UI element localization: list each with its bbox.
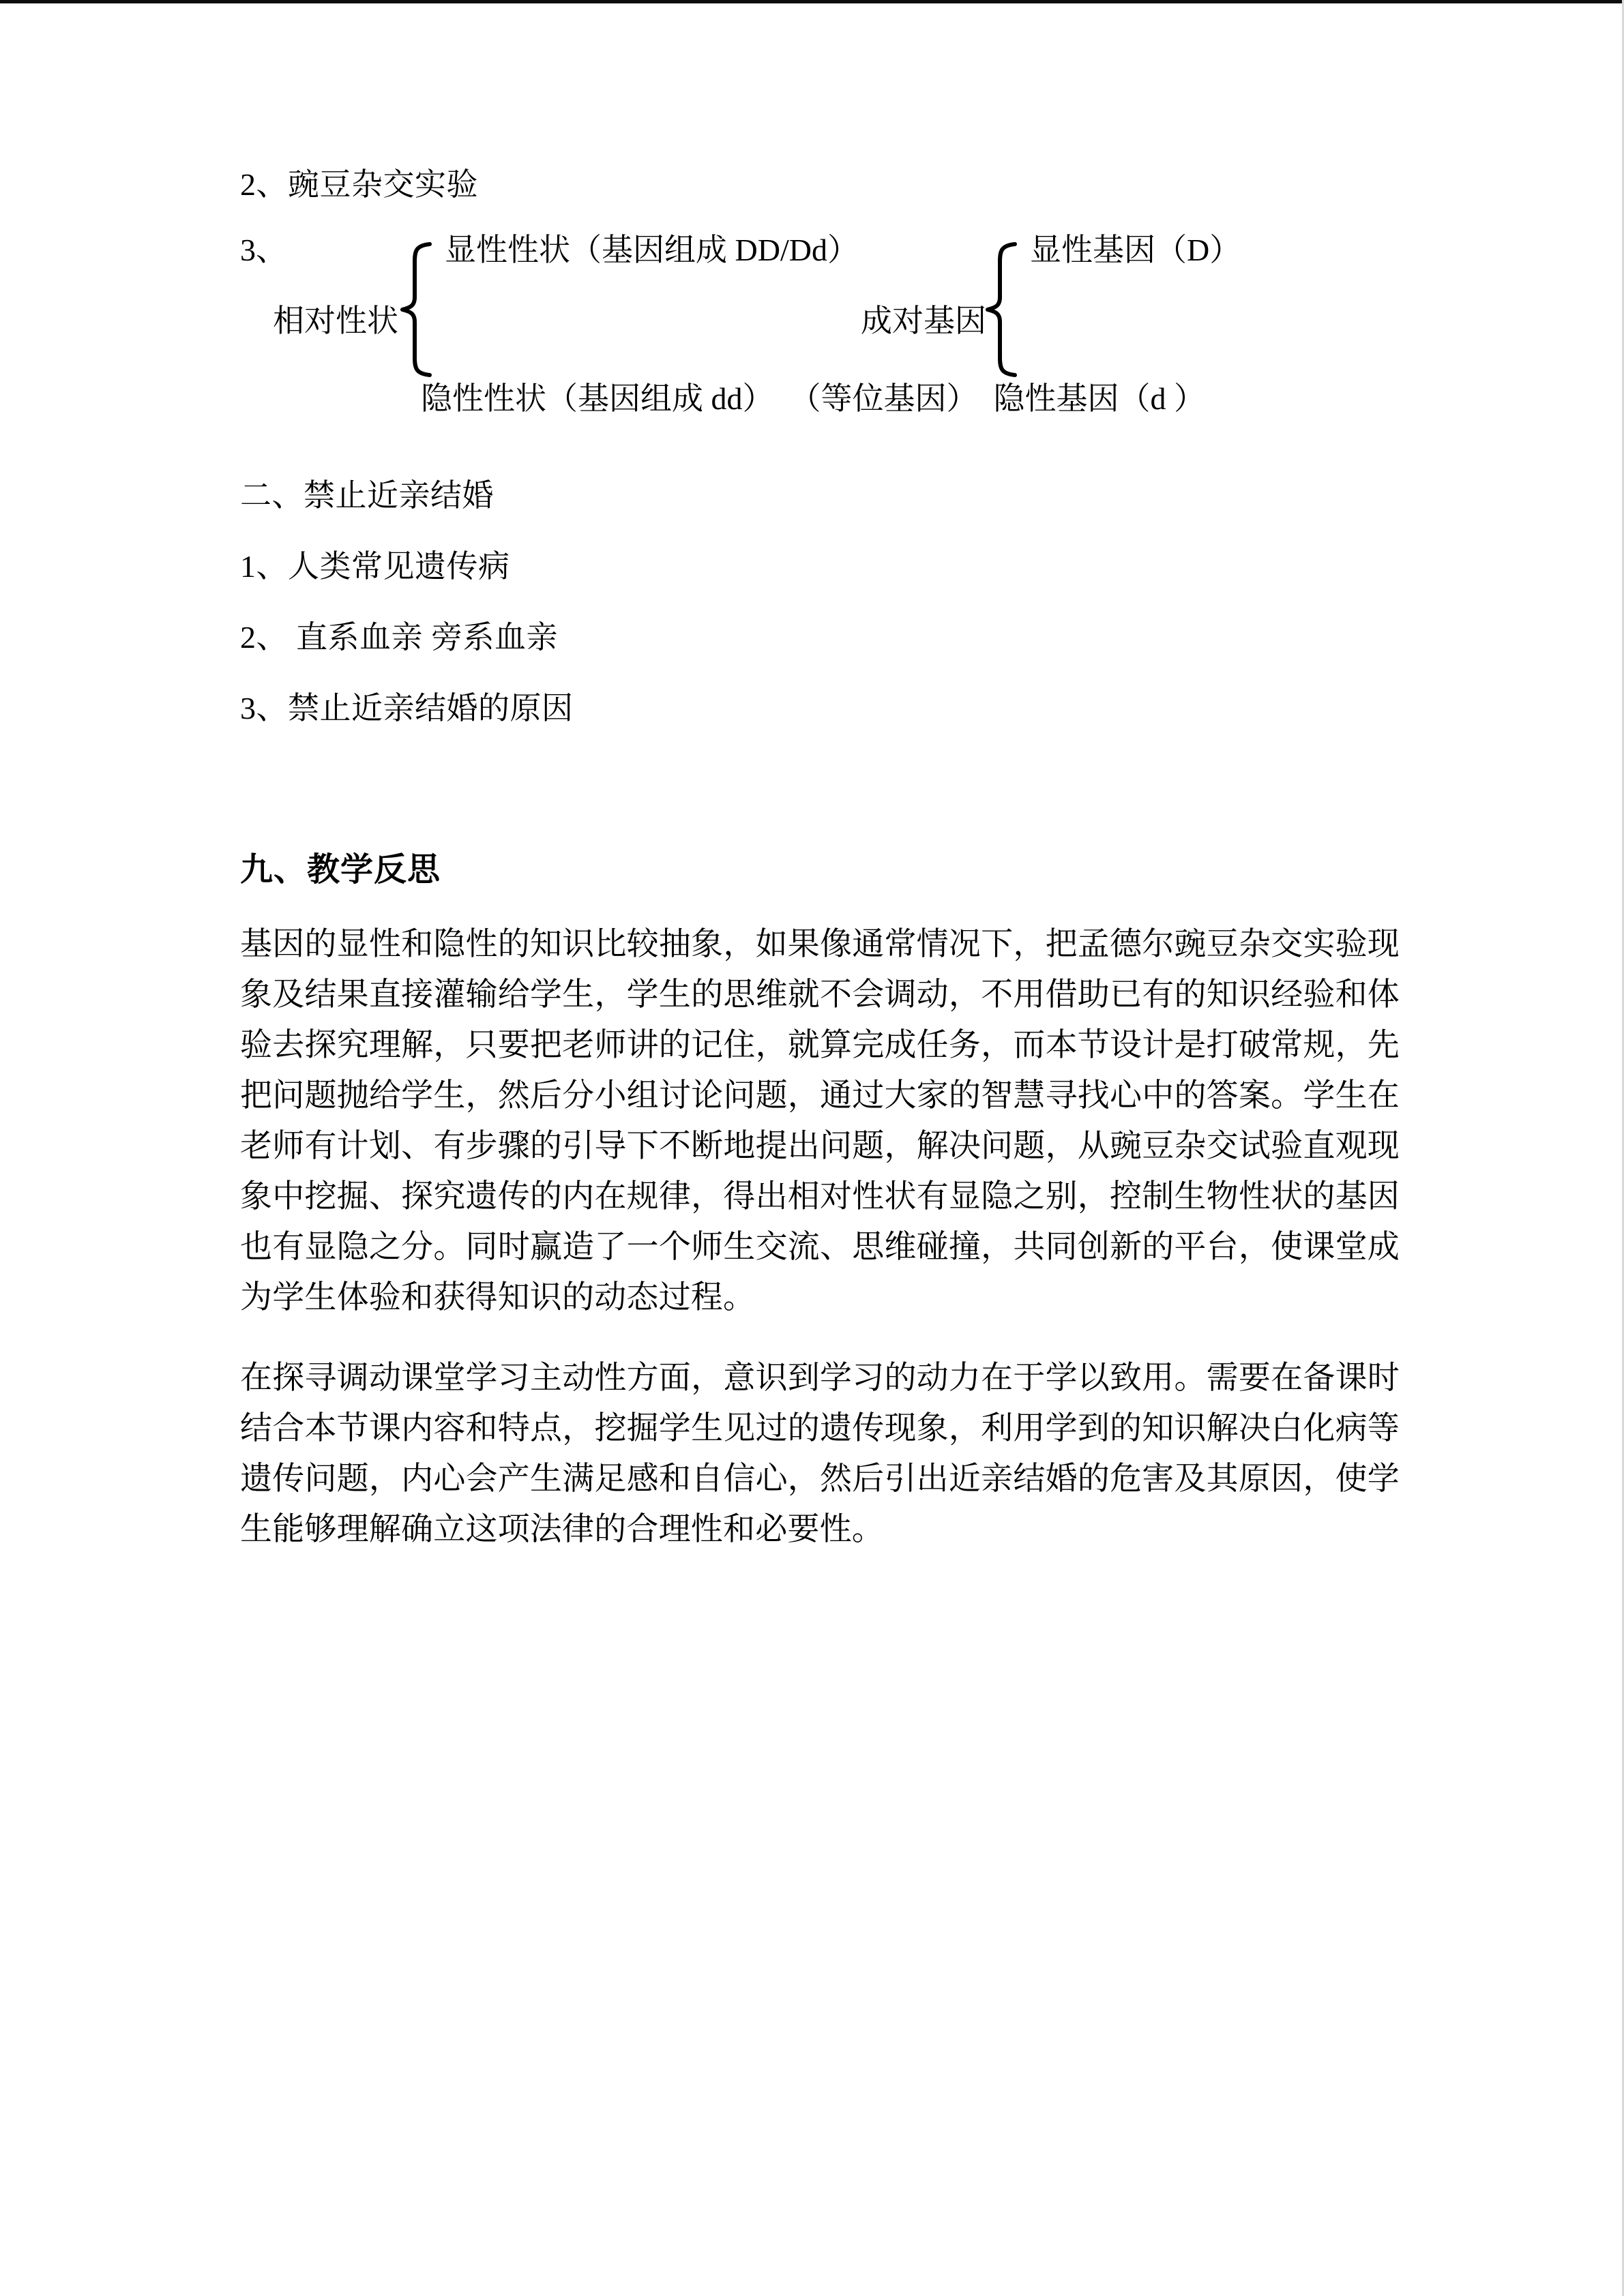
reflection-paragraph-1: 基因的显性和隐性的知识比较抽象，如果像通常情况下，把孟德尔豌豆杂交实验现象及结果直接灌输给学生，学生的思维就不会调动，不用借助已有的知识经验和体验去探究理解，只要把老师讲的记住，就算完成任务，而本节设计是打破常规，先把问题抛给学生，然后分小组讨论问题，通过大家的智慧寻找心中的答案。学生在老师有计划、有步骤的引导下不断地提出问题，解决问题，从豌豆杂交试验直观现象中挖掘、探究遗传的内在规律，得出相对性状有显隐之别，控制生物性状的基因也有显隐之分。同时赢造了一个师生交流、思维碰撞，共同创新的平台，使课堂成为学生体验和获得知识的动态过程。: [240, 927, 1400, 1315]
recessive-row-label: 隐性性状（基因组成 dd） （等位基因） 隐性基因（d ）: [421, 381, 1205, 416]
outline-item-blood-relations: 2、 直系血亲 旁系血亲: [240, 620, 558, 655]
dominant-trait-label: 显性性状（基因组成 DD/Dd）: [445, 233, 859, 267]
dominant-gene-label: 显性基因（D）: [1030, 233, 1241, 267]
left-curly-brace-icon: [398, 241, 439, 378]
right-curly-brace-icon: [984, 241, 1024, 378]
page-content: [240, 82, 1400, 1555]
outline-section-two: 二、禁止近亲结婚: [240, 478, 494, 513]
brace-diagram: [240, 229, 1400, 441]
paired-gene-label: 成对基因: [861, 303, 986, 338]
reflection-paragraph-2: 在探寻调动课堂学习主动性方面，意识到学习的动力在于学以致用。需要在备课时结合本节课内容和特点，挖掘学生见过的遗传现象，利用学到的知识解决白化病等遗传问题，内心会产生满足感和自信心，然后引出近亲结婚的危害及其原因，使学生能够理解确立这项法律的合理性和必要性。: [240, 1360, 1400, 1547]
outline-item-pea-experiment: 2、豌豆杂交实验: [240, 167, 478, 202]
diagram-item-number: 3、: [240, 233, 287, 267]
outline-item-genetic-diseases: 1、人类常见遗传病: [240, 549, 510, 584]
outline-item-reason: 3、禁止近亲结婚的原因: [240, 691, 574, 726]
reflection-heading: 九、教学反思: [240, 852, 441, 888]
relative-trait-label: 相对性状: [273, 303, 398, 338]
page-top-edge-band: [0, 0, 1624, 3]
